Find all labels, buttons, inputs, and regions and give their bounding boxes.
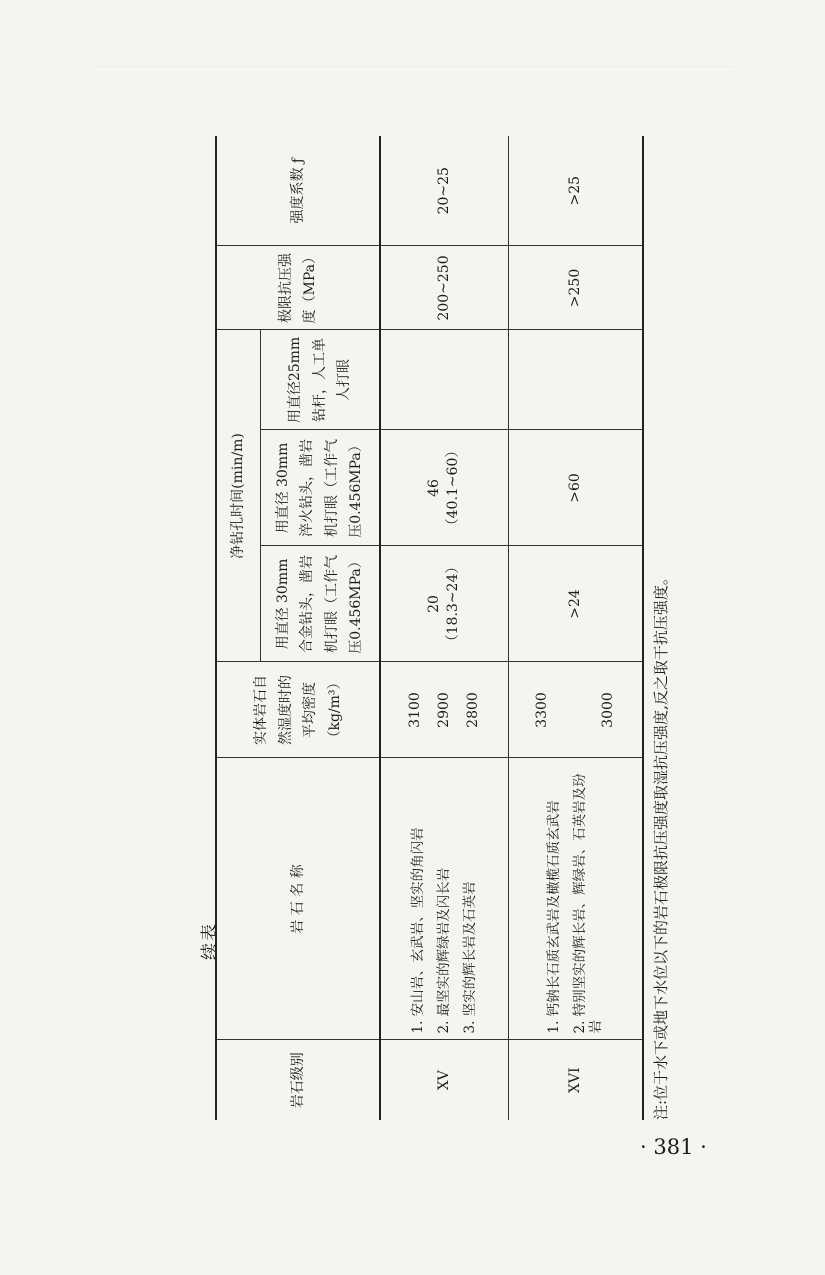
- coefficient-cell: >25: [508, 136, 643, 246]
- rock-name-line: 3. 坚实的辉长岩及石英岩: [462, 881, 479, 1034]
- drill-alloy-cell: [380, 546, 508, 662]
- header-density: 实体岩石自然湿度时的平均密度（kg/m³）: [216, 662, 380, 758]
- header-drill-quench: 用直径 30mm淬火钻头，凿岩机打眼（工作气压0.456MPa）: [260, 430, 380, 546]
- header-drill-alloy: 用直径 30mm合金钻头，凿岩机打眼（工作气压0.456MPa）: [260, 546, 380, 662]
- strength-cell: 200~250: [380, 246, 508, 330]
- drill-quench-cell: [380, 430, 508, 546]
- density-value: 2800: [465, 692, 482, 728]
- density-cell: [380, 662, 508, 758]
- header-rock-grade: 岩石级别: [216, 1040, 380, 1120]
- rock-name-line: 2. 特别坚实的辉长岩、辉绿岩、石英岩及玢岩: [572, 773, 605, 1034]
- strength-cell: >250: [508, 246, 643, 330]
- rock-classification-table: [215, 136, 644, 1120]
- header-rock-name: 岩 石 名 称: [216, 758, 380, 1040]
- header-drill-manual: 用直径25mm 钻杆，人工单人打眼: [260, 330, 380, 430]
- drill-quench-range: （40.1~60）: [445, 443, 462, 533]
- rock-name-line: 1. 安山岩、玄武岩、坚实的角闪岩: [409, 827, 426, 1034]
- rock-name-cell: [380, 758, 508, 1040]
- rock-name-line: 1. 钙钠长石质玄武岩及橄榄石质玄武岩: [545, 800, 562, 1034]
- continued-label: 续表: [200, 922, 220, 960]
- drill-alloy-cell: >24: [508, 546, 643, 662]
- header-compressive-strength: 极限抗压强度（MPa）: [216, 246, 380, 330]
- rock-name-line: 2. 最坚实的辉绿岩及闪长岩: [436, 867, 453, 1034]
- table-row-xv: [380, 136, 508, 1120]
- density-cell: [508, 662, 643, 758]
- table-row-xvi: [508, 136, 643, 1120]
- density-value: 3000: [600, 692, 617, 728]
- coefficient-cell: 20~25: [380, 136, 508, 246]
- rock-name-cell: [508, 758, 643, 1040]
- density-value: 3100: [407, 692, 424, 728]
- drill-manual-cell: [508, 330, 643, 430]
- drill-manual-cell: [380, 330, 508, 430]
- drill-alloy-value: 20: [426, 595, 443, 613]
- density-value: 3300: [534, 692, 551, 728]
- header-drill-time-group: 净钻孔时间(min/m): [216, 330, 260, 662]
- density-value: 2900: [436, 692, 453, 728]
- grade-cell: XVI: [508, 1040, 643, 1120]
- page-number: · 381 ·: [640, 1135, 707, 1159]
- rotated-table-block: [195, 157, 670, 1120]
- drill-quench-cell: >60: [508, 430, 643, 546]
- table-note: 注:位于水下或地下水位以下的岩石极限抗压强度取湿抗压强度,反之取干抗压强度。: [652, 570, 670, 1120]
- header-strength-coefficient: 强度系数 ƒ: [216, 136, 380, 246]
- drill-alloy-range: （18.3~24）: [445, 559, 462, 649]
- drill-quench-value: 46: [426, 479, 443, 497]
- grade-cell: XV: [380, 1040, 508, 1120]
- page-edge: [95, 66, 735, 67]
